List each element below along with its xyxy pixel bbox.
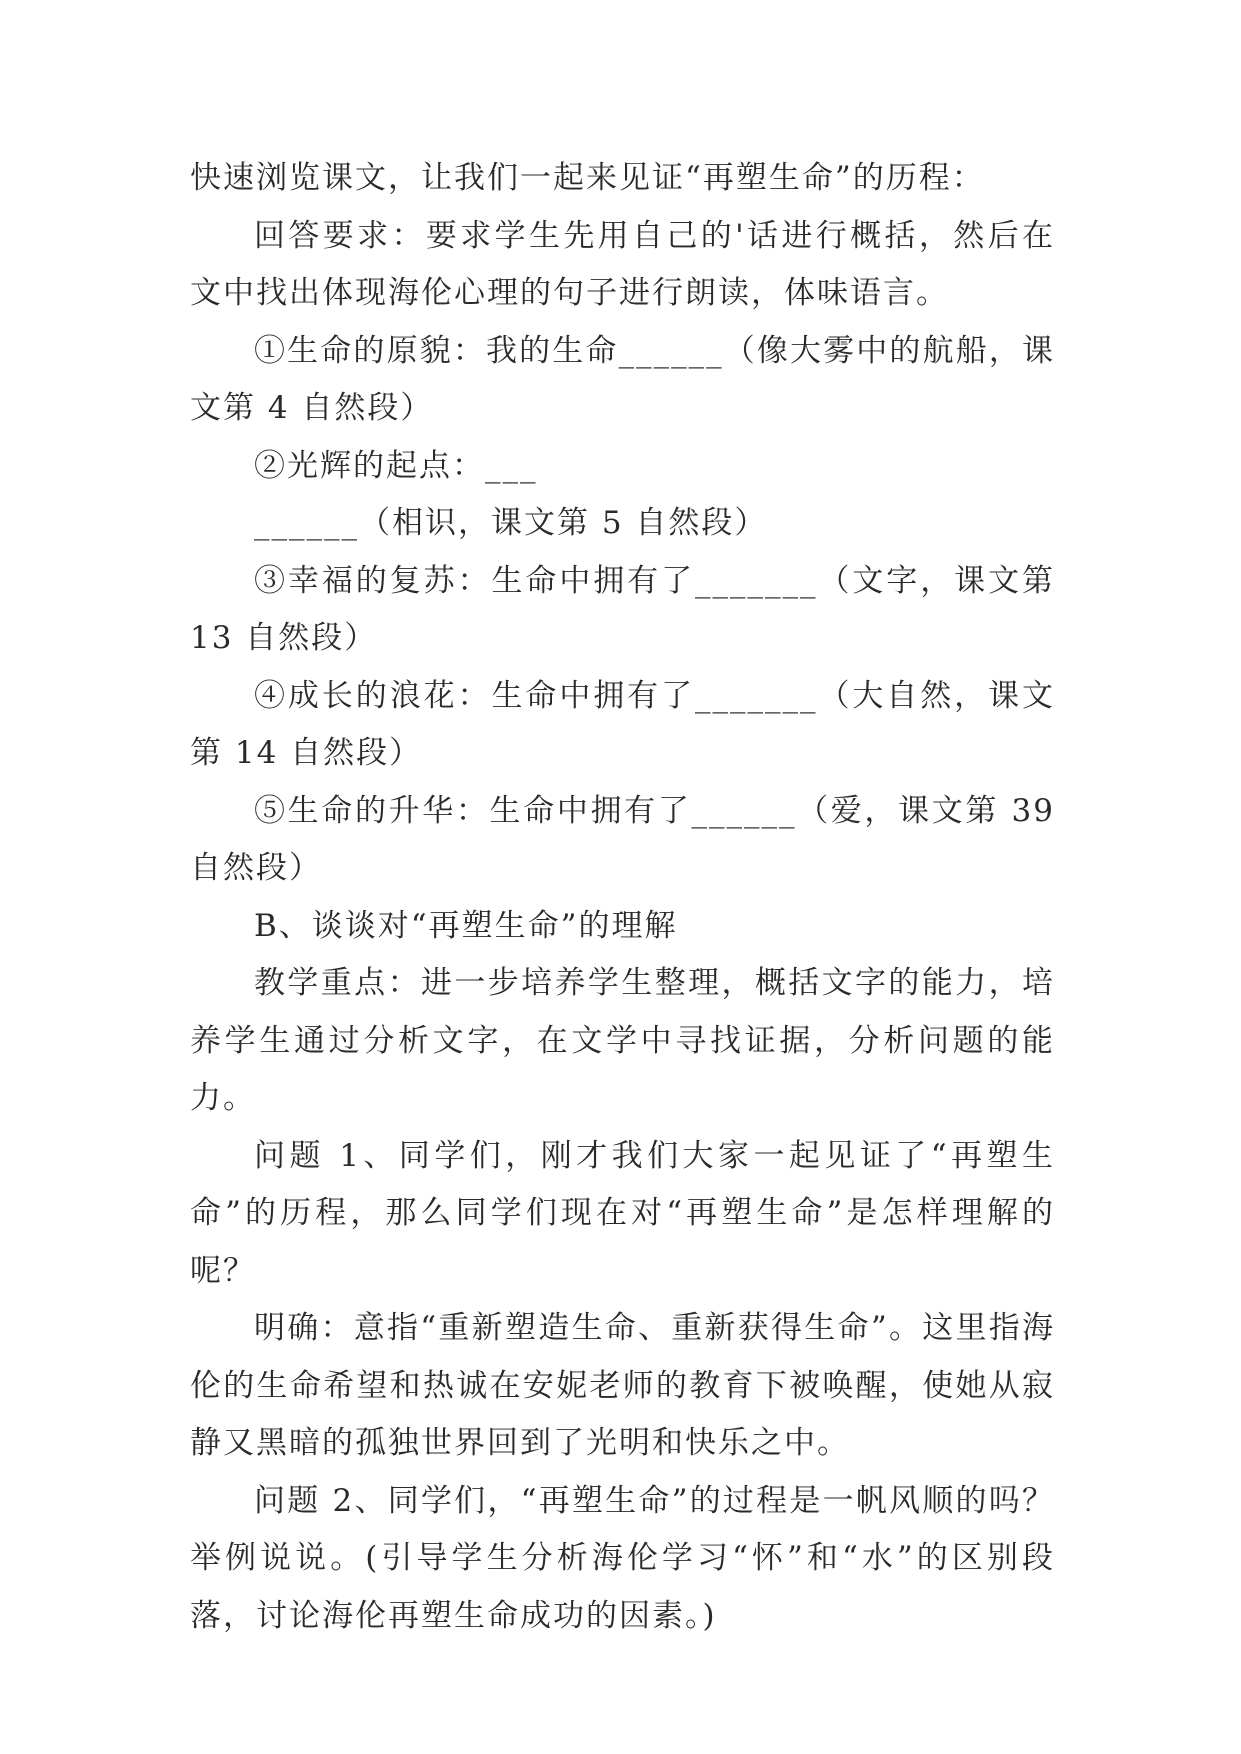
paragraph-item-1: ①生命的原貌：我的生命______（像大雾中的航船，课文第 4 自然段）: [190, 332, 1055, 426]
paragraph-item-5: ⑤生命的升华：生命中拥有了______（爱，课文第 39 自然段）: [190, 792, 1055, 886]
paragraph-item-2-continued: ______（相识，课文第 5 自然段）: [254, 505, 768, 541]
paragraph-item-2: ②光辉的起点：___: [254, 447, 538, 484]
document-body: [190, 150, 1055, 1645]
paragraph-item-3: ③幸福的复苏：生命中拥有了_______（文字，课文第 13 自然段）: [190, 562, 1055, 656]
paragraph-item-4: ④成长的浪花：生命中拥有了_______（大自然，课文第 14 自然段）: [190, 677, 1055, 771]
section-heading-b: B、谈谈对“再塑生命”的理解: [254, 907, 678, 944]
paragraph-answer-requirements: 回答要求：要求学生先用自己的'话进行概括，然后在文中找出体现海伦心理的句子进行朗读，体味语言。: [190, 217, 1055, 311]
paragraph-question-2: 问题 2、同学们，“再塑生命”的过程是一帆风顺的吗？举例说说。(引导学生分析海伦学习“怀”和“水”的区别段落，讨论海伦再塑生命成功的因素。): [190, 1482, 1055, 1634]
paragraph-question-1: 问题 1、同学们，刚才我们大家一起见证了“再塑生命”的历程，那么同学们现在对“再塑生命”是怎样理解的呢？: [190, 1137, 1055, 1289]
paragraph-teaching-focus: 教学重点：进一步培养学生整理，概括文字的能力，培养学生通过分析文字，在文学中寻找证据，分析问题的能力。: [190, 965, 1055, 1116]
paragraph-intro: 快速浏览课文，让我们一起来见证“再塑生命”的历程：: [190, 160, 985, 196]
paragraph-clarification: 明确：意指“重新塑造生命、重新获得生命”。这里指海伦的生命希望和热诚在安妮老师的教育下被唤醒，使她从寂静又黑暗的孤独世界回到了光明和快乐之中。: [190, 1310, 1055, 1461]
